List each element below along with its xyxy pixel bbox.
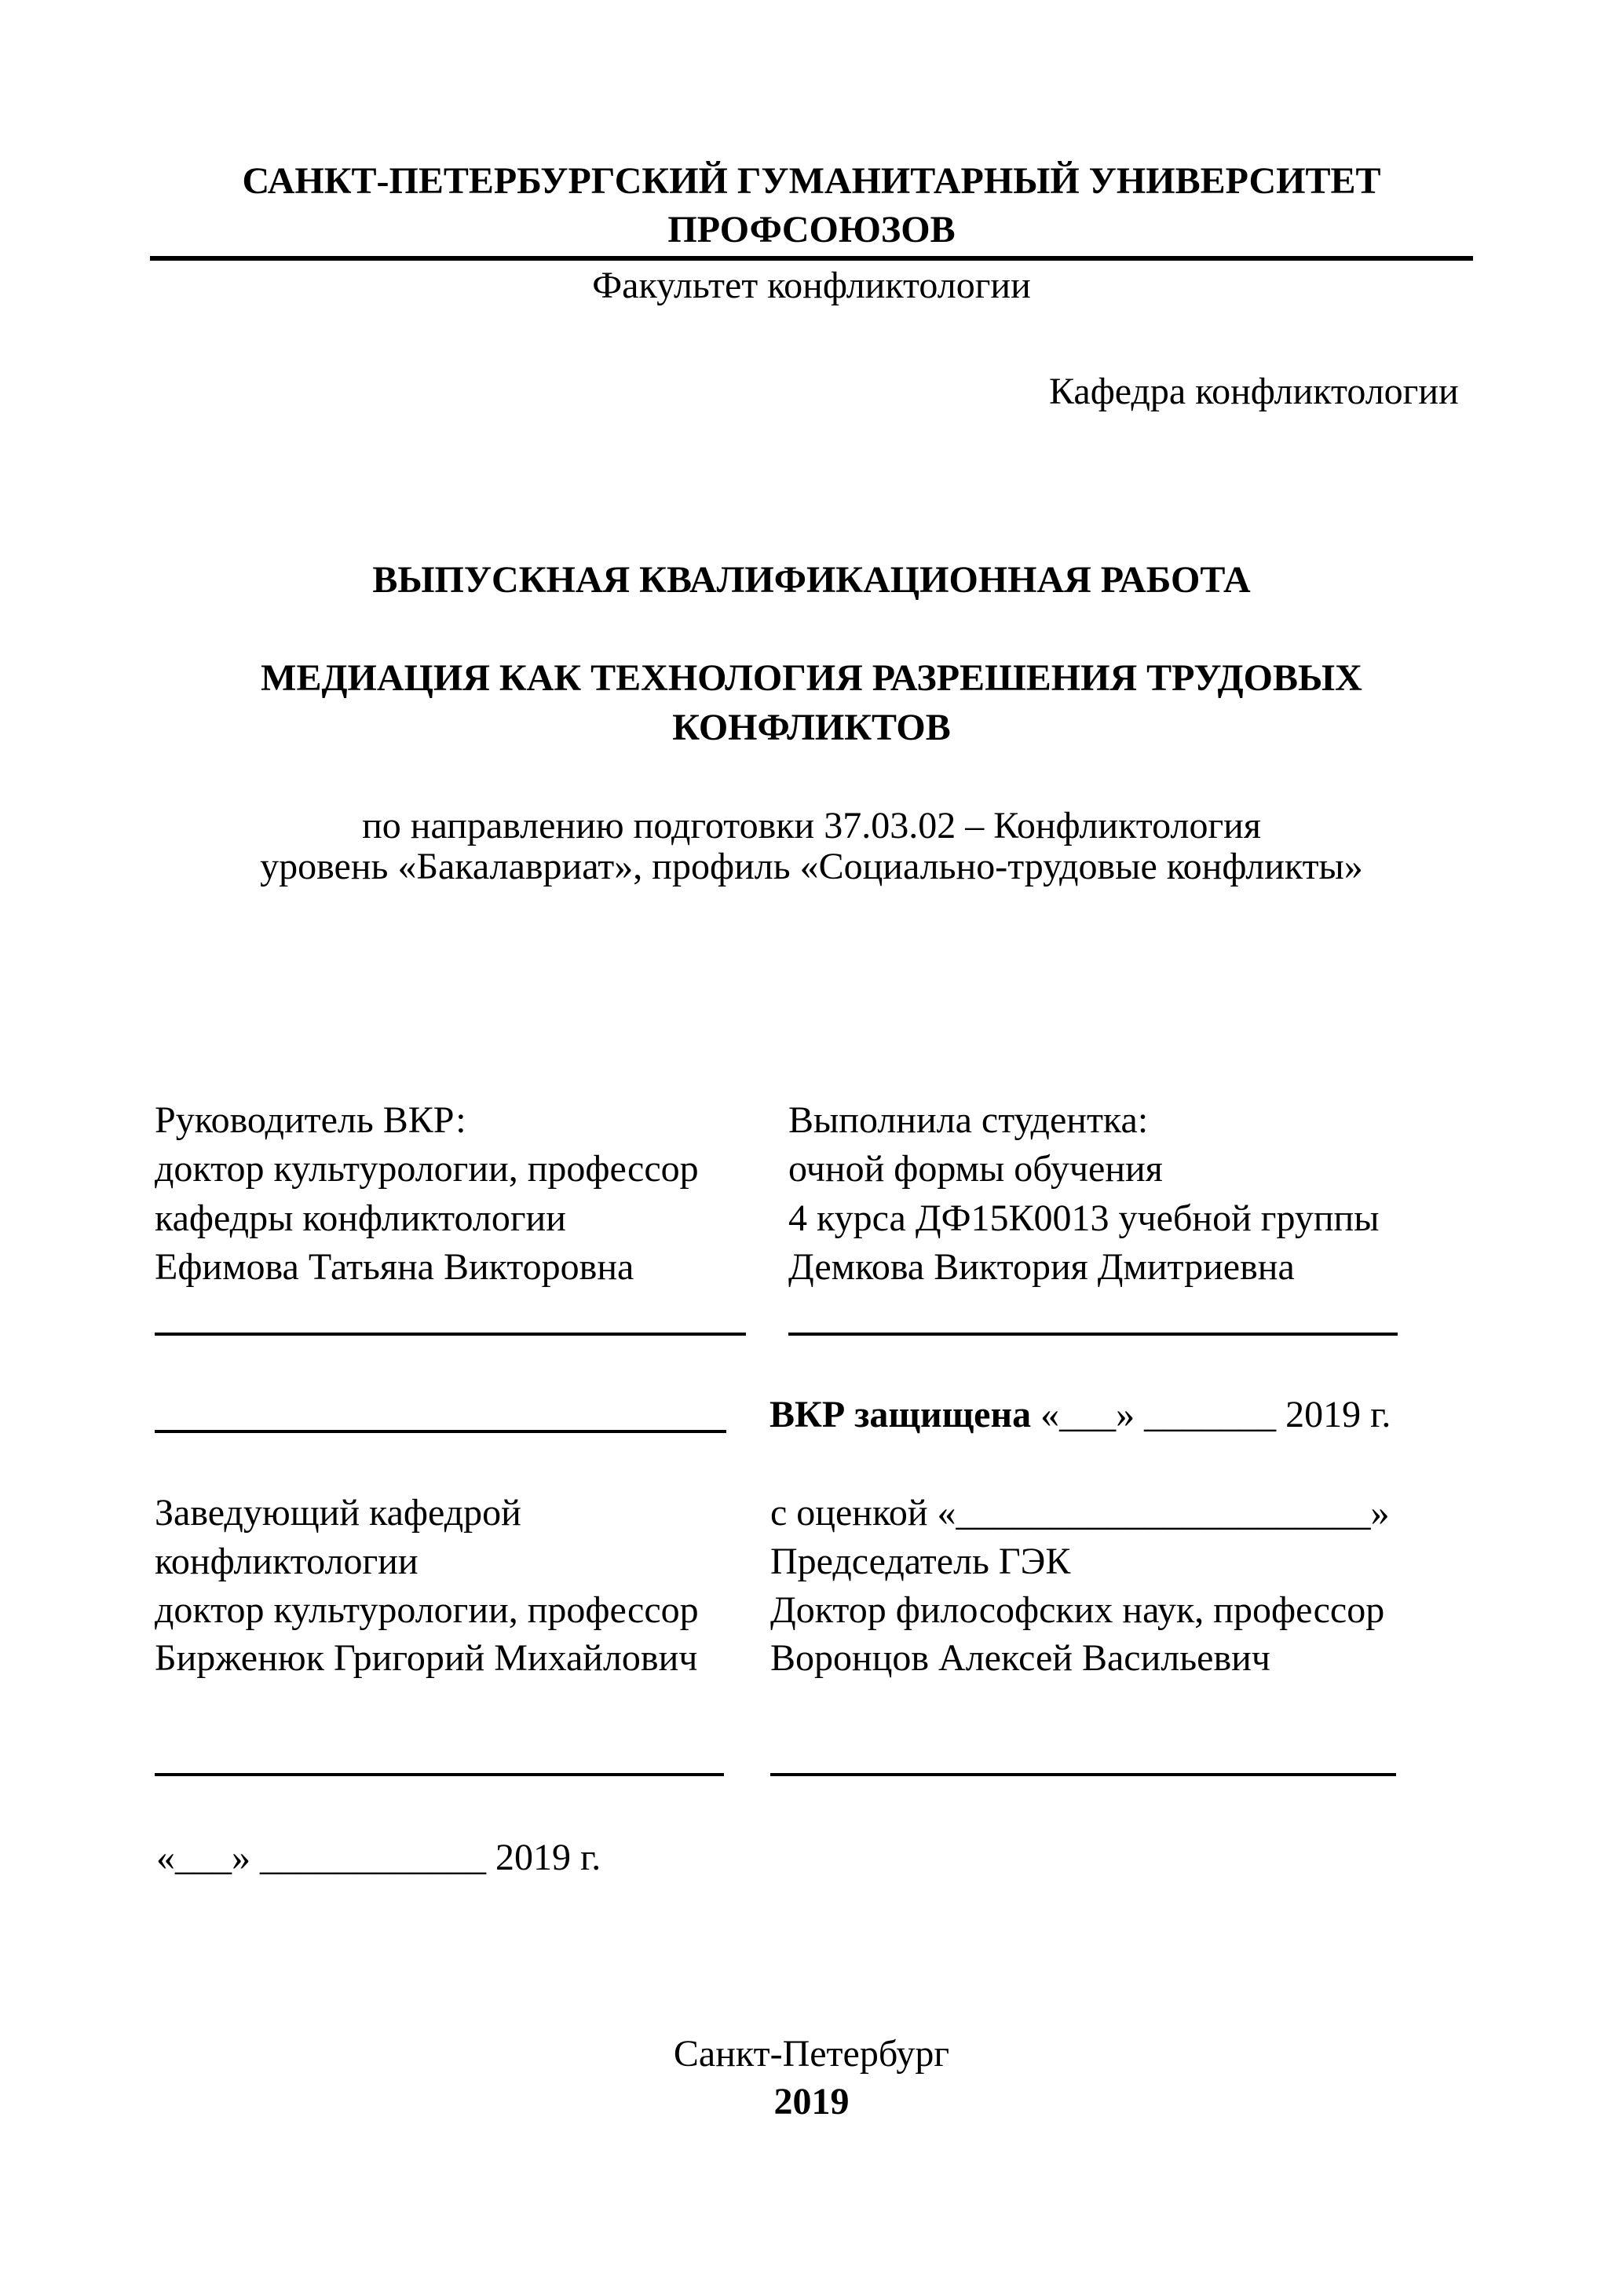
direction-line2: уровень «Бакалавриат», профиль «Социально-трудовые конфликты»	[260, 846, 1363, 887]
topic-line1: МЕДИАЦИЯ КАК ТЕХНОЛОГИЯ РАЗРЕШЕНИЯ ТРУДОВЫХ	[261, 657, 1362, 699]
student-name: Демкова Виктория Дмитриевна	[788, 1246, 1295, 1288]
department-name: Кафедра конфликтологии	[1049, 371, 1459, 412]
defense-grade: с оценкой «______________________»	[770, 1492, 1390, 1534]
student-label: Выполнила студентка:	[788, 1099, 1149, 1141]
work-type: ВЫПУСКНАЯ КВАЛИФИКАЦИОННАЯ РАБОТА	[372, 559, 1251, 601]
faculty-name: Факультет конфликтологии	[592, 265, 1031, 306]
direction-line1: по направлению подготовки 37.03.02 – Конфликтология	[362, 805, 1261, 846]
student-study-form: очной формы обучения	[788, 1148, 1163, 1190]
chair-name: Воронцов Алексей Васильевич	[770, 1637, 1270, 1679]
city: Санкт-Петербург	[673, 2033, 950, 2075]
chair-signature-line	[770, 1773, 1396, 1776]
approval-date: «___» ____________ 2019 г.	[156, 1837, 601, 1878]
head-name: Бирженюк Григорий Михайлович	[155, 1637, 698, 1679]
header-rule	[150, 256, 1473, 261]
student-group: 4 курса ДФ15К0013 учебной группы	[788, 1197, 1380, 1239]
university-name-line2: ПРОФСОЮЗОВ	[667, 209, 956, 250]
student-signature-line	[788, 1333, 1398, 1336]
head-title-line1: Заведующий кафедрой	[155, 1492, 521, 1534]
supervisor-name: Ефимова Татьяна Викторовна	[155, 1246, 634, 1288]
defense-date-blank: «___» _______ 2019 г.	[1031, 1394, 1391, 1435]
supervisor-label: Руководитель ВКР:	[155, 1099, 466, 1141]
university-name-line1: САНКТ-ПЕТЕРБУРГСКИЙ ГУМАНИТАРНЫЙ УНИВЕРСИТЕТ	[242, 160, 1381, 202]
chair-degree: Доктор философских наук, профессор	[770, 1589, 1385, 1631]
head-title-line2: конфликтологии	[155, 1541, 419, 1582]
supervisor-position: кафедры конфликтологии	[155, 1197, 566, 1239]
defense-line	[769, 1396, 1391, 1434]
defense-label: ВКР защищена	[769, 1394, 1032, 1435]
year: 2019	[773, 2081, 850, 2122]
head-degree: доктор культурологии, профессор	[155, 1589, 699, 1631]
signature-line	[155, 1430, 726, 1433]
topic-line2: КОНФЛИКТОВ	[672, 707, 951, 748]
supervisor-signature-line	[155, 1333, 746, 1336]
supervisor-degree: доктор культурологии, профессор	[155, 1148, 699, 1190]
chair-title: Председатель ГЭК	[770, 1541, 1071, 1582]
head-signature-line	[155, 1773, 724, 1776]
